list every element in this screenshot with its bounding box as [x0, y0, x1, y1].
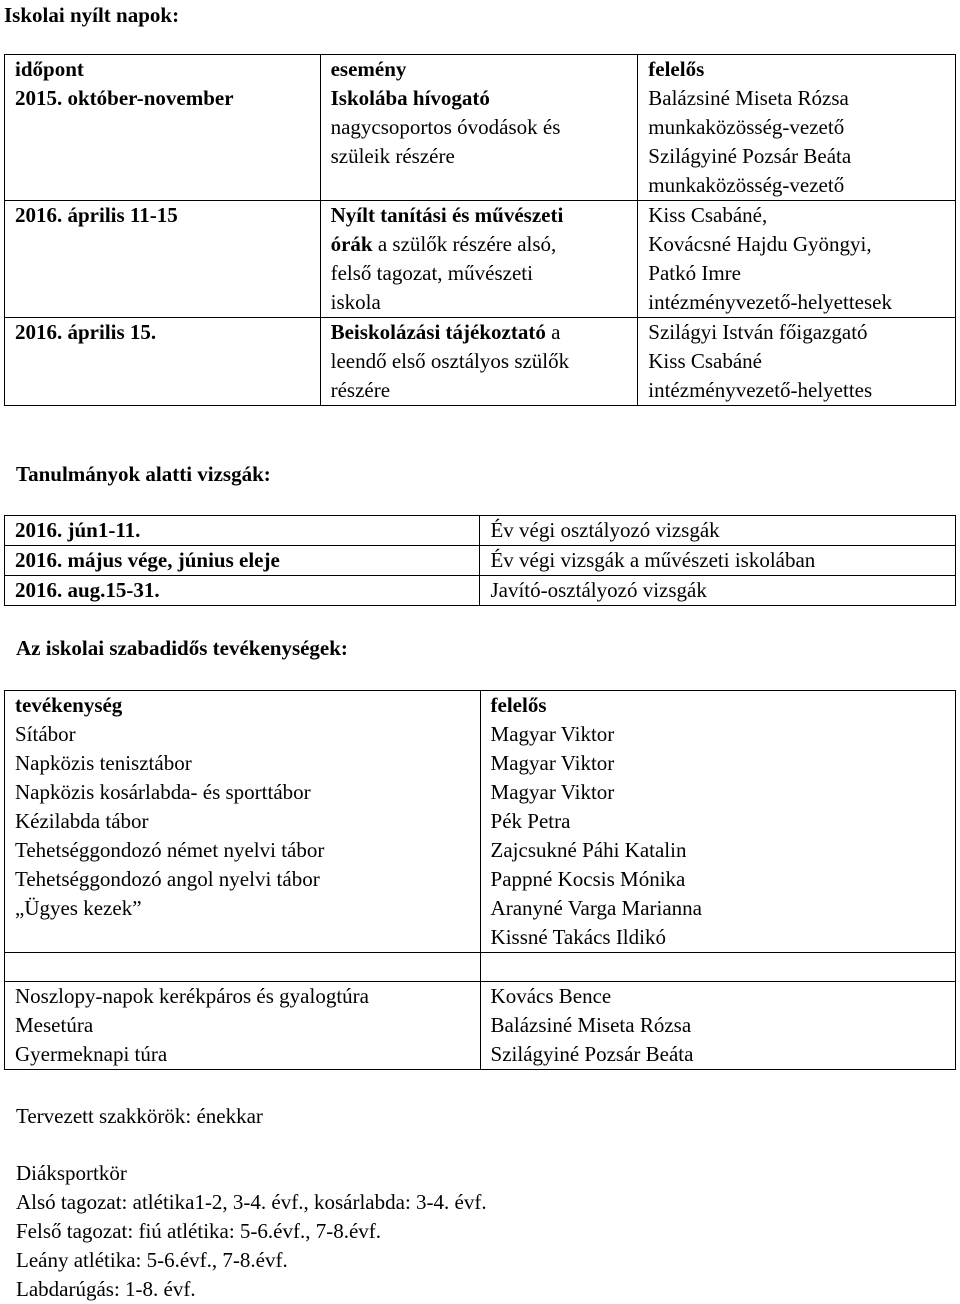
table-row: Mesetúra Balázsiné Miseta Rózsa — [5, 1011, 956, 1040]
heading-leisure: Az iskolai szabadidős tevékenységek: — [16, 636, 348, 660]
leisure-table — [4, 690, 956, 1070]
sport-club-title: Diáksportkör — [16, 1161, 127, 1185]
table-row: 2016. jún1-11. Év végi osztályozó vizsgák — [5, 516, 956, 546]
sport-line: Felső tagozat: fiú atlétika: 5-6.évf., 7-8.évf. — [16, 1219, 382, 1243]
table-row: 2016. április 15. Beiskolázási tájékoztató a leendő első osztályos szülők részére Szilágyi István főigazgató Kiss Csabáné intézményvezető-helyettes — [5, 318, 956, 406]
table-row: 2016. május vége, június eleje Év végi vizsgák a művészeti iskolában — [5, 546, 956, 576]
sport-line: Leány atlétika: 5-6.évf., 7-8.évf. — [16, 1248, 288, 1272]
header-event: esemény — [320, 55, 638, 85]
table-row: Kissné Takács Ildikó — [5, 923, 956, 953]
table-row: Napközis tenisztábor Magyar Viktor — [5, 749, 956, 778]
table-row: „Ügyes kezek” Aranyné Varga Marianna — [5, 894, 956, 923]
table-row: Kézilabda tábor Pék Petra — [5, 807, 956, 836]
header-date: időpont — [5, 55, 321, 85]
table-row: 2015. október-november Iskolába hívogató nagycsoportos óvodások és szüleik részére Balázsiné Miseta Rózsa munkaközösség-vezető Szilágyiné Pozsár Beáta munkaközösség-vezető — [5, 84, 956, 201]
table-row: Gyermeknapi túra Szilágyiné Pozsár Beáta — [5, 1040, 956, 1070]
table-row: Napközis kosárlabda- és sporttábor Magyar Viktor — [5, 778, 956, 807]
exams-table — [4, 515, 956, 606]
open-days-table — [4, 54, 956, 406]
heading-exams: Tanulmányok alatti vizsgák: — [16, 462, 271, 486]
sport-line: Labdarúgás: 1-8. évf. — [16, 1277, 196, 1301]
sport-club — [16, 1159, 487, 1304]
table-row: 2016. aug.15-31. Javító-osztályozó vizsgák — [5, 576, 956, 606]
table-row: Tehetséggondozó német nyelvi tábor Zajcsukné Páhi Katalin — [5, 836, 956, 865]
header-responsible-2: felelős — [480, 691, 955, 721]
table-row: Sítábor Magyar Viktor — [5, 720, 956, 749]
header-activity: tevékenység — [5, 691, 481, 721]
planned-clubs: Tervezett szakkörök: énekkar — [16, 1104, 263, 1128]
table-row: 2016. április 11-15 Nyílt tanítási és művészeti órák a szülők részére alsó, felső tagozat, művészeti iskola Kiss Csabáné, Kovácsné Hajdu Gyöngyi, Patkó Imre intézményvezető-helyettesek — [5, 201, 956, 318]
sport-line: Alsó tagozat: atlétika1-2, 3-4. évf., kosárlabda: 3-4. évf. — [16, 1190, 487, 1214]
table-row-empty — [5, 953, 956, 982]
table-row: Tehetséggondozó angol nyelvi tábor Pappné Kocsis Mónika — [5, 865, 956, 894]
table-row: Noszlopy-napok kerékpáros és gyalogtúra Kovács Bence — [5, 982, 956, 1012]
heading-open-days: Iskolai nyílt napok: — [4, 3, 180, 27]
header-responsible: felelős — [638, 55, 956, 85]
